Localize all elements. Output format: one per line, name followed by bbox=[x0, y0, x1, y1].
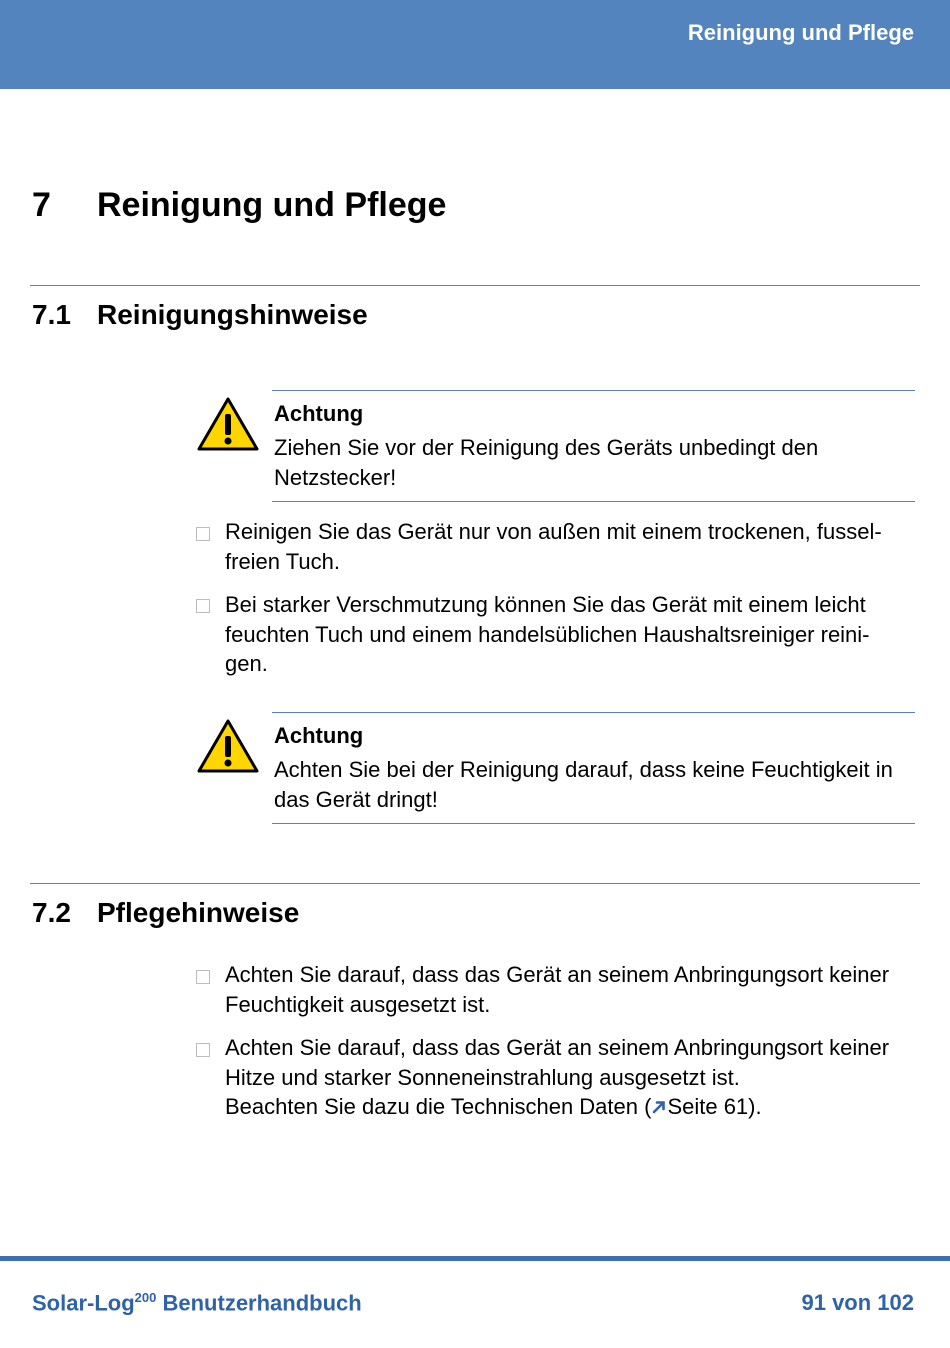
section-title: Pflegehinweise bbox=[97, 897, 300, 928]
bullet-box-icon bbox=[196, 970, 210, 984]
list-item-line: gen. bbox=[225, 651, 268, 676]
list-item-line: Achten Sie darauf, dass das Gerät an seinem Anbringungsort keiner bbox=[225, 962, 890, 987]
warning-text-line: Achten Sie bei der Reinigung darauf, dass keine Feuchtigkeit in bbox=[274, 757, 893, 782]
warning-triangle-icon bbox=[196, 396, 260, 452]
section-title: Reinigungshinweise bbox=[97, 299, 368, 330]
warning-title: Achtung bbox=[274, 723, 364, 748]
bullet-box-icon bbox=[196, 527, 210, 541]
section-divider bbox=[30, 285, 920, 286]
list-item bbox=[225, 590, 915, 679]
warning-box bbox=[272, 390, 915, 502]
list-item bbox=[225, 517, 915, 576]
header-title: Reinigung und Pflege bbox=[687, 20, 914, 45]
list-item-line: freien Tuch. bbox=[225, 548, 340, 574]
list-item-line: Feuchtigkeit ausgesetzt ist. bbox=[225, 991, 491, 1017]
footer-product-sup: 200 bbox=[134, 1290, 157, 1305]
section-divider bbox=[30, 883, 920, 884]
chapter-title: Reinigung und Pflege bbox=[97, 186, 447, 224]
footer-product bbox=[32, 1290, 362, 1316]
page-number: 91 von 102 bbox=[801, 1290, 914, 1315]
bullet-box-icon bbox=[196, 1043, 210, 1057]
list-item bbox=[225, 960, 915, 1019]
warning-text-line: Netzstecker! bbox=[274, 464, 397, 490]
page-reference-link[interactable]: Seite 61 bbox=[667, 1094, 749, 1119]
warning-title: Achtung bbox=[274, 401, 364, 426]
warning-text bbox=[274, 755, 914, 814]
reference-suffix: ). bbox=[748, 1094, 762, 1119]
section-number: 7.2 bbox=[32, 897, 71, 928]
list-item-line: Bei starker Verschmutzung können Sie das Gerät mit einem leicht bbox=[225, 592, 866, 617]
reference-prefix: Beachten Sie dazu die Technischen Daten ( bbox=[225, 1094, 652, 1119]
reference-arrow-icon bbox=[651, 1099, 667, 1115]
warning-text bbox=[274, 433, 914, 492]
chapter-number: 7 bbox=[32, 186, 51, 224]
warning-box bbox=[272, 712, 915, 824]
footer-product-name: Solar-Log bbox=[32, 1290, 135, 1316]
list-item-line: feuchten Tuch und einem handelsüblichen Haushaltsreiniger reini- bbox=[225, 621, 870, 647]
warning-text-line: Ziehen Sie vor der Reinigung des Geräts unbedingt den bbox=[274, 435, 819, 460]
warning-triangle-icon bbox=[196, 718, 260, 774]
footer-divider bbox=[0, 1256, 950, 1261]
bullet-box-icon bbox=[196, 599, 210, 613]
warning-text-line: das Gerät dringt! bbox=[274, 786, 438, 812]
page-header bbox=[0, 0, 950, 89]
list-item-line: Achten Sie darauf, dass das Gerät an seinem Anbringungsort keiner bbox=[225, 1035, 890, 1060]
list-item bbox=[225, 1033, 915, 1122]
list-item-line: Reinigen Sie das Gerät nur von außen mit einem trockenen, fussel- bbox=[225, 519, 882, 544]
footer-manual: Benutzerhandbuch bbox=[162, 1290, 362, 1316]
section-number: 7.1 bbox=[32, 299, 71, 330]
list-item-line bbox=[225, 1092, 915, 1122]
list-item-line: Hitze und starker Sonneneinstrahlung ausgesetzt ist. bbox=[225, 1064, 740, 1090]
